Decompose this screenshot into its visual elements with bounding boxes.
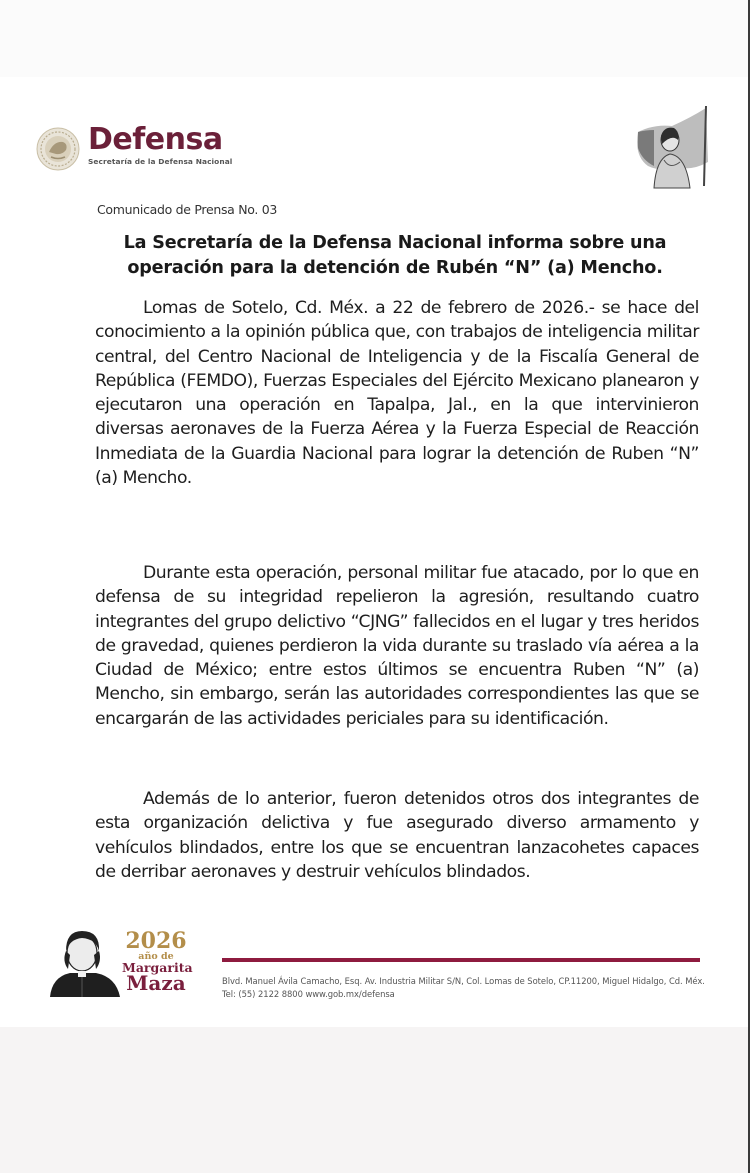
- anniversary-name-last: Maza: [126, 971, 186, 995]
- heroine-flag-illustration-icon: [624, 100, 712, 192]
- anniversary-of: año de: [138, 951, 174, 962]
- footer-divider: [222, 958, 700, 962]
- footer-address: [222, 975, 705, 1001]
- top-margin: [0, 0, 748, 77]
- brand-logo: [88, 123, 232, 166]
- body-paragraph: Lomas de Sotelo, Cd. Méx. a 22 de febrero de 2026.- se hace del conocimiento a la opinión pública que, con trabajos de inteligencia militar central, del Centro Nacional de Inteligencia y de la Fiscalía General de República (FEMDO), Fuerzas Especiales del Ejército Mexicano planearon y ejecutaron una operación en Tapalpa, Jal., en la que intervinieron diversas aeronaves de la Fuerza Aérea y la Fuerza Especial de Reacción Inmediata de la Guardia Nacional para lograr la detención de Ruben “N” (a) Mencho.: [95, 298, 699, 489]
- body-paragraph: Durante esta operación, personal militar fue atacado, por lo que en defensa de su integridad repelieron la agresión, resultando cuatro integrantes del grupo delictivo “CJNG” fallecidos en el lugar y tres heridos de gravedad, quienes perdieron la vida durante su traslado vía aérea a la Ciudad de México; entre estos últimos se encuentra Ruben “N” (a) Mencho, sin embargo, serán las autoridades correspondientes las que se encargarán de las actividades periciales para su identificación.: [95, 563, 699, 729]
- address-line: Blvd. Manuel Ávila Camacho, Esq. Av. Industria Militar S/N, Col. Lomas de Sotelo, CP.11200, Miguel Hidalgo, Cd. Méx.: [222, 976, 705, 986]
- contact-line: Tel: (55) 2122 8800 www.gob.mx/defensa: [222, 989, 395, 999]
- brand-name: Defensa: [88, 122, 223, 157]
- margarita-maza-portrait-icon: [44, 925, 122, 997]
- body-paragraph: Además de lo anterior, fueron detenidos otros dos integrantes de esta organización delictiva y fue asegurado diverso armamento y vehículos blindados, entre los que se encuentran lanzacohetes capaces de derribar aeronaves y destruir vehículos blindados.: [95, 789, 699, 882]
- anniversary-name-first: Margarita: [122, 960, 193, 975]
- press-release-page: [0, 77, 748, 1027]
- anniversary-year: 2026: [125, 928, 187, 954]
- coat-of-arms-seal-icon: [36, 127, 80, 171]
- anniversary-logo: [122, 928, 193, 995]
- press-release-number: Comunicado de Prensa No. 03: [97, 202, 278, 217]
- headline: La Secretaría de la Defensa Nacional informa sobre una operación para la detención de Rubén “N” (a) Mencho.: [123, 233, 667, 278]
- brand-subtitle: Secretaría de la Defensa Nacional: [88, 157, 233, 166]
